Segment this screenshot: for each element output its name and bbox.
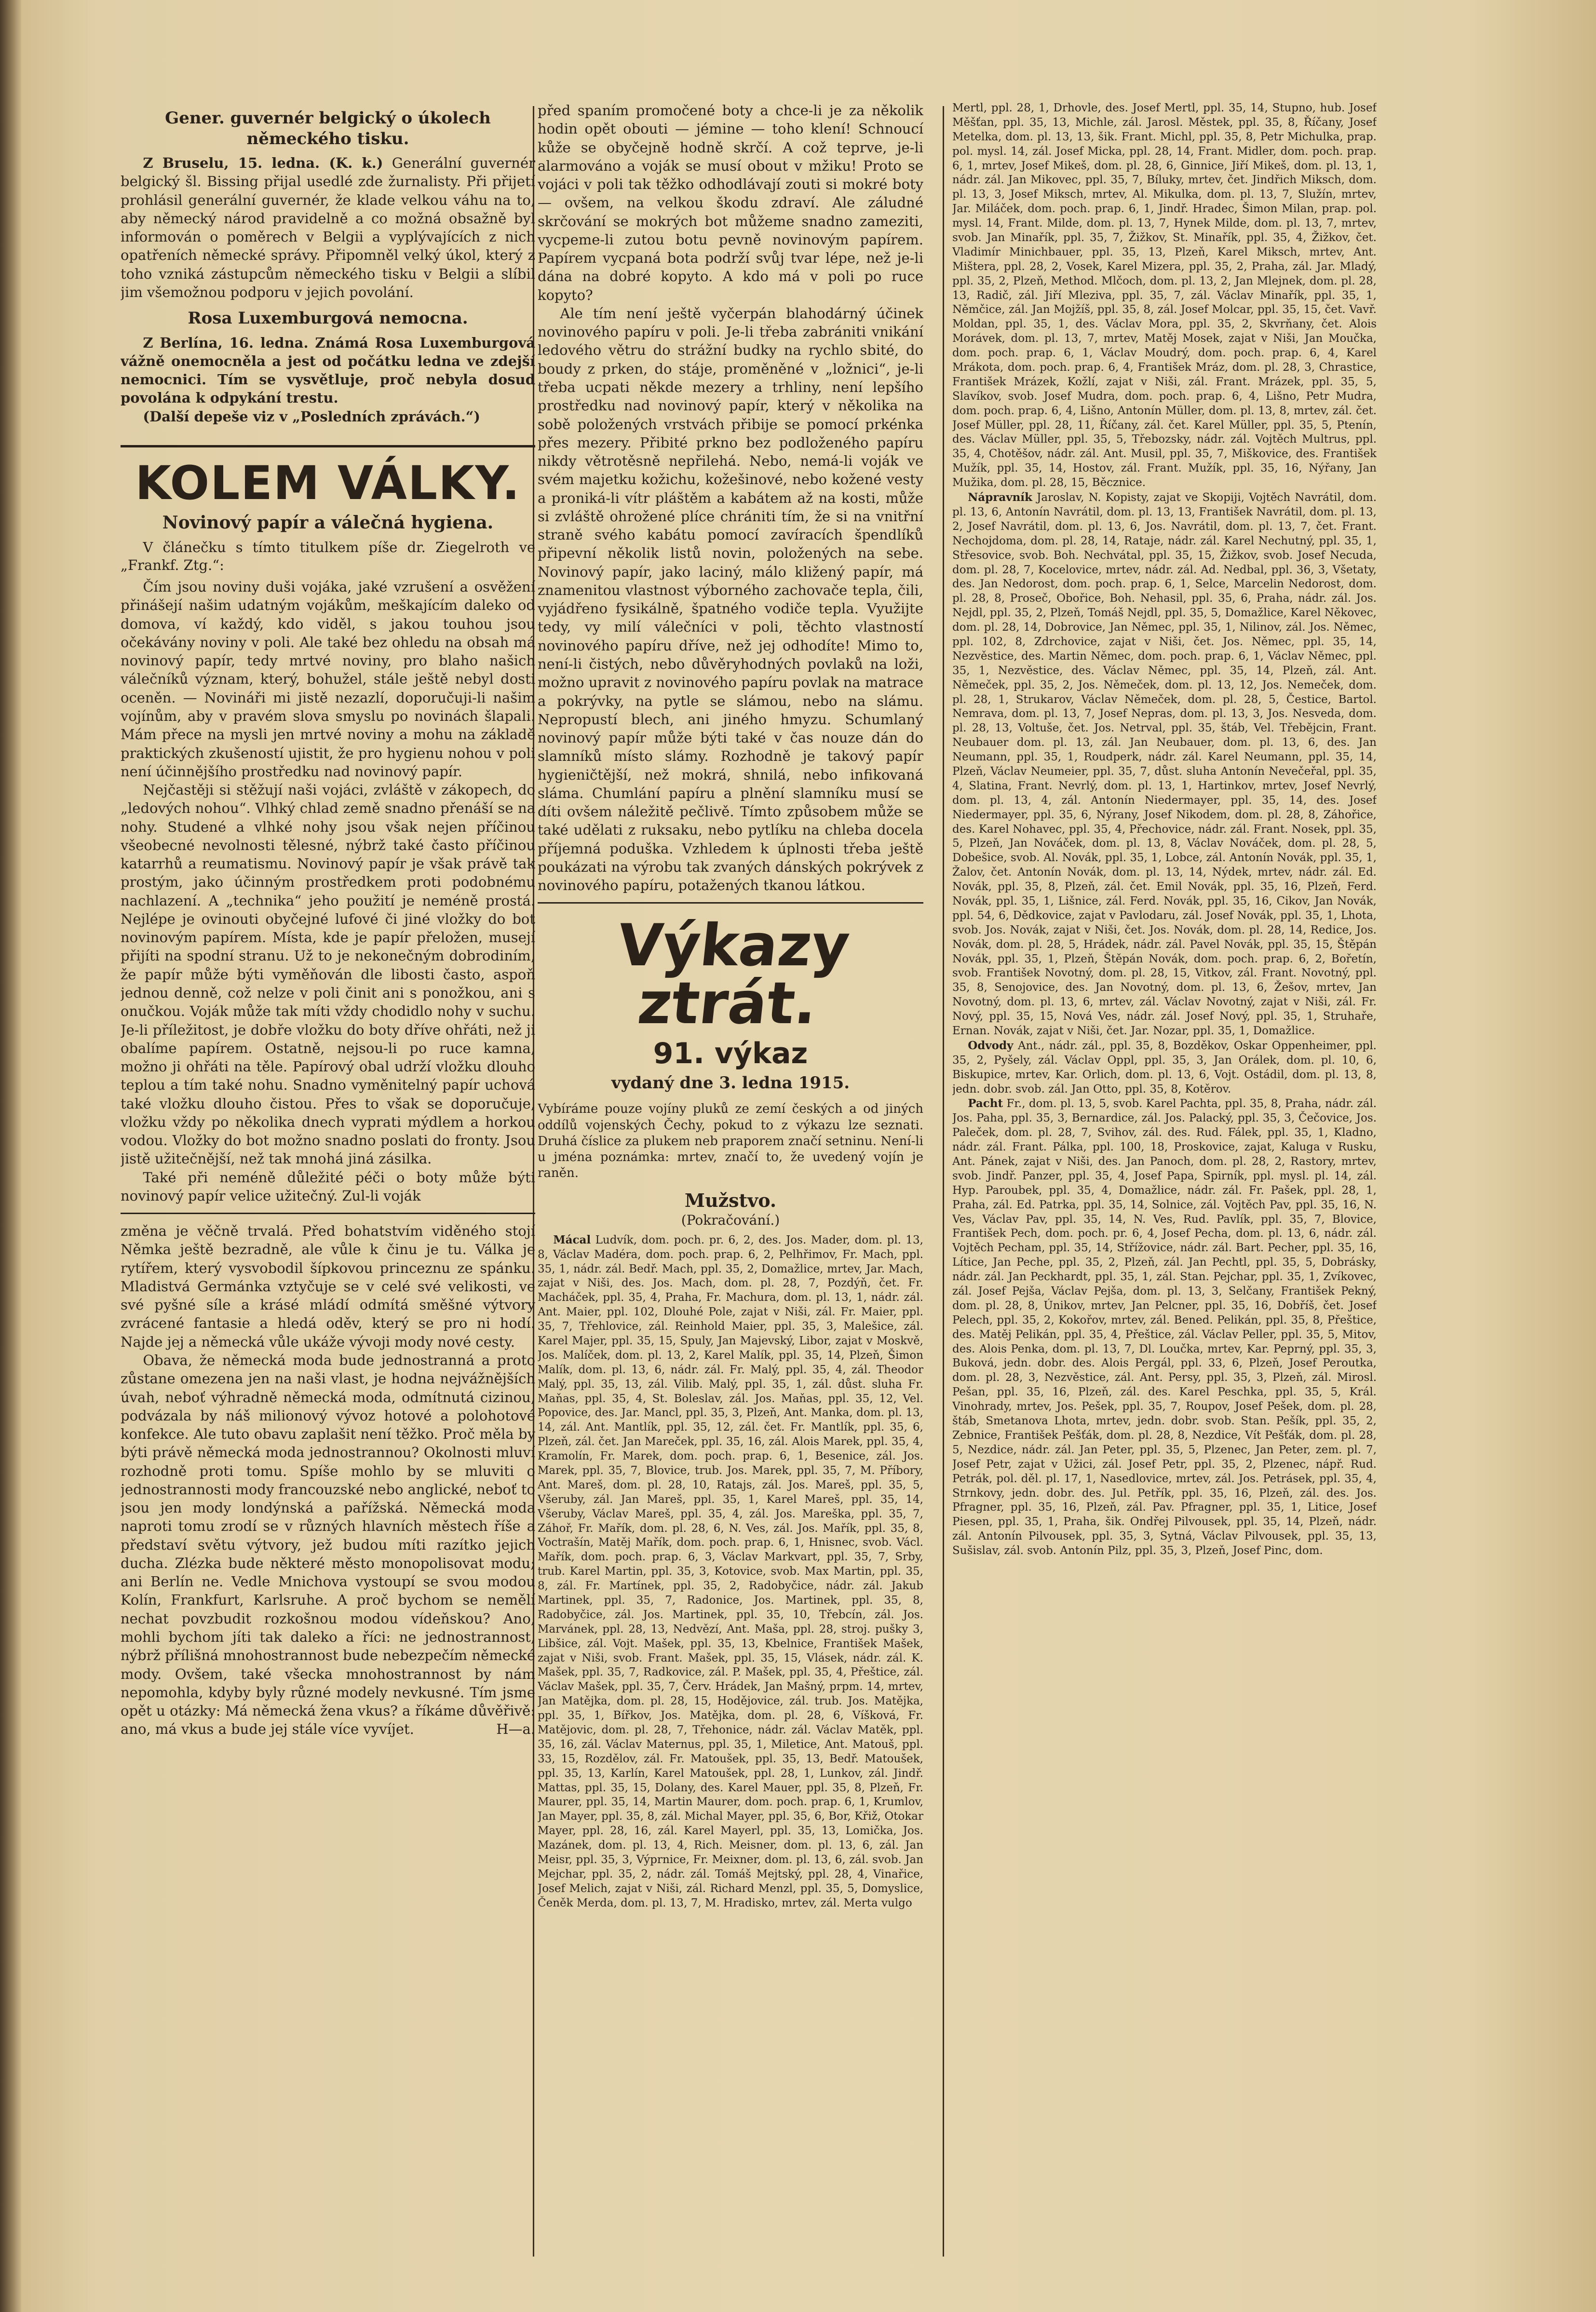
casualty-list-number: 91. výkaz: [653, 1037, 808, 1071]
surname-lead: Nápravník: [968, 491, 1032, 504]
list-text: Fr., dom. pl. 13, 5, svob. Karel Pachta, ppl. 35, 8, Praha, nádr. zál. Jos. Paha, ppl. 35, 3, Bernardice, zál. Jos. Palacký, ppl. 35, 3, Čečovice, Jos. Paleček, dom. pl. 28, 7, Svihov, zál. des. Rud. Fálek, ppl. 35, 1, Kladno, nádr. zál. Frant. Pálka, ppl. 100, 18, Proskovice, zajat, Kaluga v Rusku, Ant. Pánek, zajat v Niši, des. Jan Panoch, dom. pl. 28, 2, Rastory, mrtev, svob. Jindř. Panzer, ppl. 35, 4, Josef Papa, Spirník, ppl. mysl. pl. 14, zál. Hyp. Paroubek, ppl. 35, 4, Domažlice, nádr. zál. Fr. Pašek, ppl. 28, 1, Praha, zál. Ed. Patrka, ppl. 35, 14, Solnice, zál. Vojtěch Pav, ppl. 35, 16, N. Ves, Václav Pav, ppl. 35, 14, N. Ves, Rud. Pavlík, ppl. 35, 7, Blovice, František Pech, dom. poch. pr. 6, 4, Josef Pecha, dom. pl. 13, 6, nádr. zál. Vojtěch Pecham, ppl. 35, 14, Střížovice, nádr. zál. Bart. Pecher, ppl. 35, 16, Lítice, Jan Peche, ppl. 35, 2, Plzeň, zál. Jan Pechtl, ppl. 35, 5, Dobrásky, nádr. zál. Jan Peckhardt, ppl. 35, 1, zál. Stan. Pejchar, ppl. 35, 1, Zvíkovec, zál. Josef Pejša, Václav Pejša, dom. pl. 13, 3, Selčany, František Pekný, dom. pl. 28, 8, Únikov, mrtev, Jan Pelcner, ppl. 35, 16, Dobříš, čet. Josef Pelech, ppl. 35, 2, Kokořov, mrtev, zál. Bened. Pelikán, ppl. 35, 8, Přeštice, des. Matěj Pelikán, ppl. 35, 4, Přeštice, zál. Václav Peller, ppl. 35, 5, Mitov, des. Alois Penka, dom. pl. 13, 7, Dl. Loučka, mrtev, Kar. Peprný, ppl. 35, 3, Buková, jedn. dobr. des. Alois Pergál, ppl. 33, 6, Plzeň, Josef Peroutka, dom. pl. 28, 3, Nezvěstice, zál. Ant. Persy, ppl. 35, 3, Plzeň, zál. Mirosl. Pešan, ppl. 35, 16, Plzeň, zál. des. Karel Peschka, ppl. 35, 5, Král. Vinohrady, mrtev, Jos. Pešek, ppl. 35, 7, Roupov, Josef Pešek, dom. pl. 28, štáb, Smetanova Lhota, mrtev, jedn. dobr. svob. Stan. Pešík, ppl. 35, 2, Zebnice, František Pešťák, dom. pl. 28, 8, Nezdice, Vít Pešťák, dom. pl. 28, 5, Nezdice, nádr. zál. Jan Peter, ppl. 35, 5, Plzenec, Jan Peter, zem. pl. 7, Josef Petr, zajat v Užici, zál. Josef Petr, ppl. 35, 2, Plzenec, nápř. Rud. Petrák, pol. děl. pl. 17, 1, Nasedlovice, mrtev, zál. Jos. Petrásek, ppl. 35, 4, Strnkovy, jedn. dobr. des. Jul. Petřík, ppl. 35, 16, Plzeň, zál. des. Jos. Pfragner, ppl. 35, 16, Plzeň, zál. Pav. Pfragner, ppl. 35, 1, Litice, Josef Piesen, ppl. 35, 1, Praha, šik. Ondřej Pilvousek, ppl. 35, 14, Plzeň, nádr. zál. Antonín Pilvousek, ppl. 35, 3, Sytná, Václav Pilvousek, ppl. 35, 13, Sušislav, zál. svob. Antonín Pilz, ppl. 35, 3, Plzeň, Josef Pinc, dom.: [952, 1097, 1377, 1557]
article-paragraph: změna je věčně trvalá. Před bohatstvím viděného stojí Němka ještě bezradně, ale vůle k činu je tu. Válka je rytířem, který vysvobodil šípkovou princeznu ze spánku. Mladistvá Germánka vztyčuje se v celé své velikosti, ve své pyšné síle a krásé mládí odmítá směšné výtvory zvrácené fantasie a hledá oděv, který se pro ni hodí. Najde jej a německá vůle ukáže vývoji mody nové cesty.: [121, 1223, 535, 1350]
page-binding-edge: [0, 0, 21, 2312]
dateline: Z Berlína, 16. ledna.: [143, 334, 309, 351]
list-text: Ant., nádr. zál., ppl. 35, 8, Bozděkov, Oskar Oppenheimer, ppl. 35, 2, Pyšely, zál. Václav Oppl, ppl. 35, 3, Jan Orálek, dom. pl. 10, 6, Biskupice, mrtev, Kar. Orlich, dom. pl. 13, 6, Vojt. Ostádil, dom. pl. 13, 8, jedn. dobr. svob. zál. Jan Otto, ppl. 35, 8, Kotěrov.: [952, 1039, 1377, 1095]
column-middle: [538, 101, 923, 2257]
column-left: [121, 101, 535, 2257]
list-item: [538, 1233, 923, 1911]
casualty-list-heading: Výkazy ztrát.: [614, 912, 853, 1038]
article-paragraph: Nejčastěji si stěžují naši vojáci, zvláště v zákopech, do „ledových nohou“. Vlhký chlad země snadno přenáší se na nohy. Studené a vlhké nohy jsou však nejen příčinou všeobecné nevolnosti tělesné, nýbrž také často příčinou katarrhů a reumatismu. Novinový papír je však právě tak prostým, jako účinným prostředkem proti podobnému nachlazení. A „technika“ jeho použití je neméně prostá. Nejlépe je ovinouti obyčejné lufové či jiné vložky do bot novinovým papírem. Místa, kde je papír přeložen, musejí přijíti na spodní stranu. Už to je nekonečným dobrodiním, že papír může býti vyměňován dle libosti často, aspoň jednou denně, což nelze v poli činit ani s ponožkou, ani s onučkou. Voják může tak míti vždy chodidlo nohy v suchu. Je-li příležitost, je dobře vložku do boty dříve ohřáti, než ji obalíme papírem. Ostatně, nejsou-li po ruce kamna, možno ji ohřáti na těle. Papírový obal udrží vložku dlouho teplou a tím také nohu. Snadno vyměnitelný papír uchová také vložku dlouho čistou. Přes to však se doporučuje, vložku vždy po několika dnech vyprati mýdlem a horkou vodou. Vložky do bot možno snadno poslati do fronty. Jsou jistě užitečnější, než tak mnohá jiná zásilka.: [121, 782, 535, 1167]
article-intro: V článečku s tímto titulkem píše dr. Ziegelroth ve „Frankf. Ztg.“:: [121, 539, 535, 574]
casualty-list-date: vydaný dne 3. ledna 1915.: [611, 1073, 850, 1093]
column-divider: [943, 106, 944, 2257]
casualty-section-heading: Mužstvo.: [684, 1189, 777, 1211]
article-paragraph: Také při neméně důležité péči o boty může býti novinový papír velice užitečný. Zul-li voják: [121, 1169, 535, 1204]
cross-reference: (Další depeše viz v „Posledních zprávách.“): [143, 408, 480, 425]
paragraph-text: Obava, že německá moda bude jednostranná a proto zůstane omezena jen na naši vlast, je hodna nejvážnějších úvah, neboť výhradně německá moda, odmítnutá cizinou, podvázala by náš milionový vývoz hotové a polohotové konfekce. Ale tuto obavu zaplašit není těžko. Proč měla by býti právě německá moda jednostrannou? Okolnosti mluví rozhodně proti tomu. Spíše mohlo by se mluviti o jednostrannosti mody francouzské nebo anglické, neboť to jsou jen mody londýnská a pařížská. Německá moda naproti tomu zrodí se v různých hlavních městech říše a představí světu výtvory, jež budou míti razítko jejich ducha. Zlézka bude některé město monopolisovat modu; ani Berlín ne. Vedle Mnichova vystoupí se svou modou Kolín, Frankfurt, Karlsruhe. A proč bychom se nemělí nechat povzbudit rozkošnou modou vídeňskou? Ano, mohli bychom jíti tak daleko a říci: ne jednostrannost, nýbrž přílišná mnohostrannost bude nebezpečím německé mody. Ovšem, také všecka mnohostrannost by nám nepomohla, kdyby byly různé modely nevkusné. Tím jsme opět u otázky: Má německá žena vkus? a říkáme důvěřivě: ano, má vkus a bude jej stále více vyvíjet.: [121, 1352, 535, 1738]
casualty-list-notice: Vybíráme pouze vojíny pluků ze zemí českých a od jiných oddílů vojenských Čechy, pokud to z výkazu lze seznati. Druhá číslice za plukem neb praporem značí setninu. Není-li u jména poznámka: mrtev, značí to, že uvedený vojín je raněn.: [538, 1102, 923, 1181]
article-headline: Gener. guvernér belgický o úkolech německého tisku.: [165, 108, 491, 149]
article-paragraph: [121, 334, 535, 407]
article-headline: Novinový papír a válečná hygiena.: [162, 512, 494, 533]
continuation-note: (Pokračování.): [681, 1212, 780, 1228]
list-text: Ludvík, dom. poch. pr. 6, 2, des. Jos. Mader, dom. pl. 13, 8, Václav Madéra, dom. poch. prap. 6, 2, Pelhřimov, Fr. Mach, ppl. 35, 1, nádr. zál. Bedř. Mach, ppl. 35, 2, Domažlice, mrtev, Jar. Mach, zajat v Niši, des. Jos. Mach, dom. pl. 28, 7, Pozdýň, čet. Fr. Macháček, ppl. 35, 4, Praha, Fr. Machura, dom. pl. 13, 1, nádr. zál. Ant. Maier, ppl. 102, Dlouhé Pole, zajat v Niši, zál. Fr. Maier, ppl. 35, 7, Třehlovice, zál. Reinhold Maier, ppl. 35, 3, Malešice, zál. Karel Majer, ppl. 35, 15, Spuly, Jan Majevský, Libor, zajat v Moskvě, Jos. Malíček, dom. pl. 13, 2, Karel Malík, ppl. 35, 14, Plzeň, Šimon Malík, dom. pl. 13, 6, nádr. zál. Fr. Malý, ppl. 35, 4, zál. Theodor Malý, ppl. 35, 13, zál. Vilib. Malý, ppl. 35, 1, zál. důst. sluha Fr. Maňas, ppl. 35, 4, St. Boleslav, zál. Jos. Maňas, ppl. 35, 12, Vel. Popovice, des. Jar. Mancl, ppl. 35, 3, Plzeň, Ant. Manka, dom. pl. 13, 14, zál. Ant. Mantlík, ppl. 35, 12, zál. čet. Fr. Mantlík, ppl. 35, 6, Plzeň, zál. čet. Jan Mareček, ppl. 35, 16, zál. Alois Marek, ppl. 35, 4, Kramolín, Fr. Marek, dom. poch. prap. 6, 1, Besenice, zál. Jos. Marek, ppl. 35, 7, Blovice, trub. Jos. Marek, ppl. 35, 7, M. Příbory, Ant. Mareš, dom. pl. 28, 10, Ratajs, zál. Jos. Mareš, ppl. 35, 5, Všeruby, zál. Jan Mareš, ppl. 35, 1, Karel Mareš, ppl. 35, 14, Všeruby, Václav Mareš, ppl. 35, 4, zál. Jos. Mareška, ppl. 35, 7, Záhoř, Fr. Mařík, dom. pl. 28, 6, N. Ves, zál. Jos. Mařík, ppl. 35, 8, Voctrašín, Matěj Mařík, dom. poch. prap. 6, 1, Hnisnec, svob. Václ. Mařík, dom. poch. prap. 6, 3, Václav Markvart, ppl. 35, 7, Srby, trub. Karel Martin, ppl. 35, 3, Kotovice, svob. Max Martin, ppl. 35, 8, zál. Fr. Martínek, ppl. 35, 2, Radobyčice, nádr. zál. Jakub Martinek, ppl. 35, 7, Radonice, Jos. Martinek, ppl. 35, 8, Radobyčice, zál. Jos. Martinek, ppl. 35, 10, Třebcín, zál. Jos. Marvánek, ppl. 28, 13, Nedvězí, Ant. Maša, ppl. 28, stroj. pušky 3, Libšice, zál. Vojt. Mašek, ppl. 35, 13, Kbelnice, František Mašek, zajat v Niši, svob. Frant. Mašek, ppl. 35, 15, Vlásek, nádr. zál. K. Mašek, ppl. 35, 7, Radkovice, zál. P. Mašek, ppl. 35, 4, Přeštice, zál. Václav Mašek, ppl. 35, 7, Červ. Hrádek, Jan Mašný, prpm. 14, mrtev, Jan Matějka, dom. pl. 28, 15, Hodějovice, zál. trub. Jos. Matějka, ppl. 35, 1, Bířkov, Jos. Matějka, dom. pl. 28, 6, Víšková, Fr. Matějovic, dom. pl. 28, 7, Třehonice, nádr. zál. Václav Matěk, ppl. 35, 16, zál. Václav Maternus, ppl. 35, 1, Miletice, Ant. Matouš, ppl. 33, 15, Rozdělov, zál. Fr. Matoušek, ppl. 35, 13, Bedř. Matoušek, ppl. 35, 13, Karlín, Karel Matoušek, ppl. 28, 1, Lunkov, zál. Jindř. Mattas, ppl. 35, 15, Dolany, des. Karel Mauer, ppl. 35, 8, Plzeň, Fr. Maurer, ppl. 35, 14, Martin Maurer, dom. poch. prap. 6, 1, Krumlov, Jan Mayer, ppl. 35, 8, zál. Michal Mayer, ppl. 35, 6, Bor, Křiž, Otokar Mayer, ppl. 28, 16, zál. Karel Mayerl, ppl. 35, 13, Lomička, Jos. Mazánek, dom. pl. 13, 4, Rich. Meisner, dom. pl. 13, 6, zál. Jan Meisr, ppl. 35, 3, Výprnice, Fr. Meixner, dom. pl. 13, 6, zál. svob. Jan Mejchar, ppl. 35, 2, nádr. zál. Tomáš Mejtský, ppl. 28, 4, Vinařice, Josef Melich, zajat v Niši, zál. Richard Menzl, ppl. 35, 5, Domyslice, Čeněk Merda, dom. pl. 13, 7, M. Hradisko, mrtev, zál. Merta vulgo: [538, 1233, 923, 1909]
surname-lead: Mácal: [553, 1233, 591, 1246]
dateline: Z Bruselu, 15. ledna. (K. k.): [143, 155, 383, 171]
paragraph-text: Generální guvernér belgický šl. Bissing přijal usedlé zde žurnalisty. Při přijetí prohlásil generální guvernér, že klade velkou váhu na to, aby německý národ pravidelně a co možná obsažně byl informován o poměrech v Belgii a vyplývajících z nich opatřeních německé správy. Připomněl velký úkol, který z toho vzniká zástupcům německého tisku v Belgii a slíbil jim všemožnou podporu v jejich povolání.: [121, 155, 535, 300]
author-signature: H—a.: [496, 1721, 535, 1738]
article-divider: [121, 1213, 535, 1214]
article-paragraph: [121, 1351, 535, 1739]
list-item: [952, 1096, 1377, 1558]
article-paragraph: [121, 154, 535, 301]
list-item: [952, 490, 1377, 1039]
article-paragraph: Ale tím není ještě vyčerpán blahodárný účinek novinového papíru v poli. Je-li třeba zabrániti vnikání ledového větru do strážní budky na rychlo sbité, do boudy z prken, do stáje, proměněné v „ložnici“, je-li třeba ucpati někde mezery a trhliny, není lepšího prostředku nad novinový papír, který v několika na sobě položených vrstvách přibije se pomocí prkénka přes mezery. Přibité prkno bez podloženého papíru nikdy větrotěsně nepřilehá. Nebo, nemá-li voják ve svém majetku kožichu, kožešinové, nebo kožené vesty a proniká-li vítr pláštěm a kabátem až na kosti, může si zvláště ohrožené plíce chrániti tím, že si na vnitřní straně svého kabátu pomocí zavíracích špendlíků připevní několik listů novin, položených na sebe. Novinový papír, jako laciný, málo kližený papír, má znamenitou vlastnost výborného zachovače tepla, čili, vyjádřeno fysikálně, špatného vodiče tepla. Využijte tedy, vy milí válečníci v poli, těchto vlastností novinového papíru dříve, než jej odhodíte! Mimo to, není-li čistých, nebo důvěryhodných povlaků na loži, možno upravit z novinového papíru povlak na matrace a pokrývky, na pytle se slámou, nebo na slámu. Nepropustí blech, ani jiného hmyzu. Schumlaný novinový papír může býti také v čas nouze dán do slamníků místo slámy. Rozhodně je takový papír hygieničtější, než mokrá, shnilá, nebo infikovaná sláma. Chumlání papíru a plnění slamníku musí se díti ovšem náležitě pečlivě. Tímto způsobem může se také udělati z ruksaku, nebo pytlíku na chleba docela příjemná poduška. Vzhledem k úplnosti třeba ještě poukázati na výrobu tak zvaných dánských pokrývek z novinového papíru, potažených tkanou látkou.: [538, 305, 923, 894]
column-right: [952, 101, 1377, 2257]
list-text: Jaroslav, N. Kopisty, zajat ve Skopiji, Vojtěch Navrátil, dom. pl. 13, 6, Antonín Navrátil, dom. pl. 13, 13, František Navrátil, dom. pl. 13, 2, Josef Navrátil, dom. pl. 13, 6, Jos. Navrátil, dom. pl. 13, 7, čet. Frant. Nechojdoma, dom. pl. 28, 14, Rataje, nádr. zál. Karel Nechutný, ppl. 35, 1, Střesovice, svob. Boh. Nechvátal, ppl. 35, 15, Žižkov, svob. Josef Necuda, dom. pl. 28, 7, Kocelovice, mrtev, nádr. zál. Ad. Nedbal, ppl. 36, 3, Všetaty, des. Jan Nedorost, dom. poch. prap. 6, 1, Selce, Marcelin Nedorost, dom. pl. 28, 8, Proseč, Obořice, Boh. Nehasil, ppl. 35, 6, Praha, nádr. zál. Jos. Nejdl, ppl. 35, 2, Plzeň, Tomáš Nejdl, ppl. 35, 5, Domažlice, Karel Někovec, dom. pl. 28, 14, Dobrovice, Jan Němec, ppl. 35, 1, Nilinov, zál. Jos. Němec, ppl. 102, 8, Zdrchovice, zajat v Niši, čet. Jos. Němec, ppl. 35, 14, Nezvěstice, des. Martin Němec, dom. poch. prap. 6, 1, Václav Němec, ppl. 35, 1, Nezvěstice, des. Václav Němec, ppl. 35, 14, Plzeň, zál. Ant. Němeček, ppl. 35, 2, Jos. Němeček, dom. pl. 13, 12, Jos. Nemeček, dom. pl. 28, 1, Strukarov, Václav Němeček, dom. pl. 28, 5, Čestice, Bartol. Nemrava, dom. pl. 13, 7, Josef Nepras, dom. pl. 13, 3, Jos. Nesveda, dom. pl. 28, 13, Voltuše, čet. Jos. Netrval, ppl. 35, štáb, Vel. Třebějcin, Frant. Neubauer dom. pl. 13, zál. Jan Neubauer, dom. pl. 13, 6, des. Jan Neumann, ppl. 35, 1, Roudperk, nádr. zál. Karel Neumann, ppl. 35, 14, Plzeň, Václav Neumeier, ppl. 35, 7, důst. sluha Antonín Nevečeřal, ppl. 35, 4, Slatina, Frant. Nevrlý, dom. pl. 13, 1, Hartinkov, mrtev, Josef Nevrlý, dom. pl. 13, 4, zál. Antonín Niedermayer, ppl. 35, 14, des. Josef Niedermayer, ppl. 35, 6, Nýrany, Josef Nikodem, dom. pl. 28, 8, Záhořice, des. Karel Nohavec, ppl. 35, 4, Přechovice, nádr. zál. Frant. Nosek, ppl. 35, 5, Plzeň, Jan Nováček, dom. pl. 13, 8, Václav Nováček, dom. pl. 28, 5, Dobešice, svob. Al. Novák, ppl. 35, 1, Lobce, zál. Antonín Novák, ppl. 35, 1, Žalov, čet. Antonín Novák, dom. pl. 13, 14, Nýdek, mrtev, nádr. zál. Ed. Novák, ppl. 35, 8, Plzeň, zál. čet. Emil Novák, ppl. 35, 16, Plzeň, Ferd. Novák, ppl. 35, 1, Lišnice, zál. Ferd. Novák, ppl. 35, 16, Cikov, Jan Novák, ppl. 54, 6, Dědkovice, zajat v Pavlodaru, zál. Josef Novák, ppl. 35, 1, Lhota, svob. Jos. Novák, zajat v Niši, čet. Jos. Novák, dom. pl. 28, 14, Redice, Jos. Novák, dom. pl. 28, 5, Hrádek, nádr. zál. Pavel Novák, ppl. 35, 15, Štěpán Novák, ppl. 35, 1, Plzeň, Štěpán Novák, dom. poch. prap. 6, 2, Bořetín, svob. František Novotný, dom. pl. 28, 15, Vitkov, zál. Frant. Novotný, ppl. 35, 8, Senojovice, des. Jan Novotný, dom. pl. 13, 6, Žešov, mrtev, Jan Novotný, dom. pl. 13, 6, mrtev, zál. Václav Novotný, zajat v Niši, zál. Fr. Nový, ppl. 35, 15, Nová Ves, nádr. zál. Josef Nový, ppl. 35, 1, Struhaře, Ernan. Novák, zajat v Niši, čet. Jar. Nozar, ppl. 35, 1, Domažlice.: [952, 491, 1377, 1037]
surname-lead: Pacht: [968, 1097, 1003, 1110]
article-headline: Rosa Luxemburgová nemocna.: [188, 309, 468, 328]
article-paragraph: Čím jsou noviny duši vojáka, jaké vzrušení a osvěžení přinášejí našim udatným vojákům, meškajícím daleko od domova, ví každý, kdo viděl, s jakou touhou jsou očekávány noviny v poli. Ale také bez ohledu na obsah má novinový papír, tedy mrtvé noviny, pro blaho našich válečníků význam, který, bohužel, stále ještě nebyl dosti oceněn. — Novináři mi jistě nezazlí, doporučuji-li našim vojínům, aby v pravém slova smyslu po novinách šlapali. Mám přece na mysli jen mrtvé noviny a mohu na základě praktických zkušeností ujistit, že pro hygienu nohou v poli není účinnějšího prostředku nad novinový papír.: [121, 579, 535, 780]
article-divider: [538, 902, 923, 904]
list-item: [952, 1039, 1377, 1097]
paragraph-text: Známá Rosa Luxemburgová vážně onemocněla a jest od počátku ledna ve zdejší nemocnici. Tím se vysvětluje, proč nebyla dosud povolána k odpykání trestu.: [121, 334, 535, 406]
surname-lead: Odvody: [968, 1039, 1014, 1052]
casualty-list: [952, 101, 1377, 1558]
casualty-list: [538, 1233, 923, 1911]
section-heading: KOLEM VÁLKY.: [121, 445, 535, 508]
list-item: Mertl, ppl. 28, 1, Drhovle, des. Josef Mertl, ppl. 35, 14, Stupno, hub. Josef Měšťan, ppl. 35, 13, Michle, zál. Jarosl. Městek, ppl. 35, 8, Říčany, Josef Metelka, dom. pl. 13, 13, šik. Frant. Michl, ppl. 35, 8, Petr Michulka, prap. pol. mysl. 14, zál. Josef Micka, ppl. 28, 14, Frant. Midler, dom. poch. prap. 6, 1, mrtev, Josef Mikeš, dom. pl. 28, 6, Ginnice, Jiří Mikeš, dom. pl. 13, 1, nádr. zál. Jan Mikovec, ppl. 35, 7, Bíluky, mrtev, čet. Jindřich Miksch, dom. pl. 13, 3, Josef Miksch, mrtev, Al. Mikulka, dom. pl. 13, 7, Služín, mrtev, Jar. Miláček, dom. poch. prap. 6, 1, Jindř. Hradec, Šimon Milan, prap. pol. mysl. 14, Frant. Milde, dom. pl. 13, 7, Hynek Milde, dom. pl. 13, 7, mrtev, svob. Jan Minařík, ppl. 35, 7, Žižkov, St. Minařík, ppl. 35, 4, Žižkov, čet. Vladimír Minichbauer, ppl. 35, 13, Plzeň, Karel Miksch, mrtev, Ant. Mištera, ppl. 28, 2, Vosek, Karel Mizera, ppl. 35, 2, Praha, zál. Jar. Mladý, ppl. 35, 2, Plzeň, Method. Mlčoch, dom. pl. 13, 2, Jan Mlejnek, dom. pl. 28, 13, Radič, zál. Jiří Mleziva, ppl. 35, 7, zál. Václav Minařík, ppl. 35, 1, Němčice, zál. Jan Mojžíš, ppl. 35, 8, zál. Josef Molcar, ppl. 35, 15, čet. Vavř. Moldan, ppl. 35, 1, des. Václav Mora, ppl. 35, 2, Skvrňany, čet. Alois Morávek, dom. pl. 13, 7, mrtev, Matěj Mosek, zajat v Niši, Jan Moučka, dom. poch. prap. 6, 1, Václav Moudrý, dom. poch. prap. 6, 4, Karel Mrákota, dom. poch. prap. 6, 4, František Mráz, dom. pl. 28, 3, Chrastice, František Mrázek, Kožlí, zajat v Niši, zál. Frant. Mrázek, ppl. 35, 5, Slavíkov, svob. Josef Mudra, dom. poch. prap. 6, 4, Lišno, Petr Mudra, dom. poch. prap. 6, 4, Lišno, Antonín Müller, dom. pl. 13, 8, mrtev, zál. čet. Josef Müller, ppl. 28, 11, Říčany, zál. čet. Karel Müller, ppl. 35, 5, Ptenín, des. Václav Müller, ppl. 35, 5, Třebozsky, nádr. zál. Vojtěch Multrus, ppl. 35, 4, Chotěšov, nádr. zál. Ant. Musil, ppl. 35, 7, Miškovice, des. František Mužík, ppl. 35, 14, Hostov, zál. Frant. Mužík, ppl. 35, 16, Nýřany, Jan Mužika, dom. pl. 28, 15, Běcznice.: [952, 102, 1377, 489]
article-paragraph: před spaním promočené boty a chce-li je za několik hodin opět obouti — jémine — toho klení! Schnoucí kůže se obyčejně hodně skrčí. A což teprve, je-li alarmováno a voják se musí obout v mžiku! Proto se vojáci v poli tak těžko odhodlávají zouti si mokré boty — ovšem, na velkou škodu zdraví. Ale záludné skrčování se mokrých bot můžeme snadno zameziti, vycpeme-li zutou botu pevně novinovým papírem. Papírem vycpaná bota podrží svůj tvar lépe, než je-li dána na dobré kopyto. A kdo má v poli po ruce kopyto?: [538, 102, 923, 303]
